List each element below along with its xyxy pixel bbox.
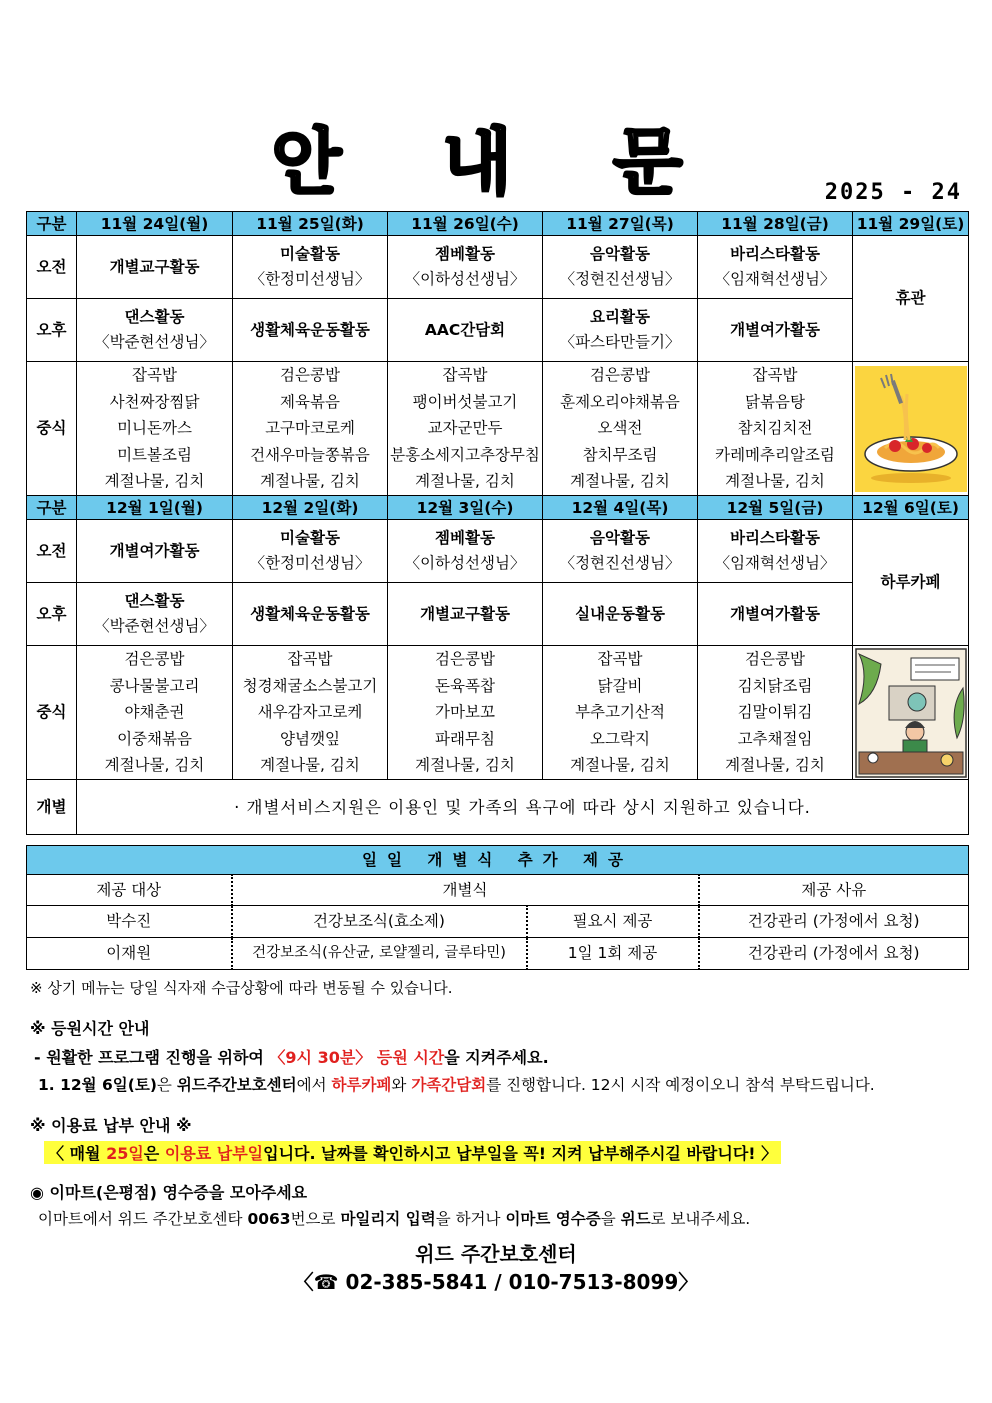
activity-cell: 미술활동 〈한정미선생님〉	[233, 520, 388, 583]
week2-am-row	[27, 520, 969, 583]
week1-header-row	[27, 212, 969, 236]
event-notice: 1. 12월 6일(토)은 위드주간보호센터에서 하루카페와 가족간담회를 진행합니다. 12시 시작 예정이오니 참석 부탁드립니다.	[38, 1076, 875, 1094]
pm-label: 오후	[27, 583, 77, 646]
activity-cell: 바리스타활동 〈임재혁선생님〉	[698, 520, 853, 583]
day-header: 11월 29일(토)	[853, 212, 969, 236]
fee-notice: 〈 매월 25일은 이용료 납부일입니다. 날짜를 확인하시고 납부일을 꼭! 지켜 납부해주시길 바랍니다! 〉	[44, 1141, 781, 1164]
day-header: 11월 24일(월)	[77, 212, 233, 236]
lunch-menu-cell: 잡곡밥 닭볶음탕 참치김치전 카레메추리알조림 계절나물, 김치	[698, 362, 853, 496]
week-number: 2025 - 24	[824, 180, 962, 205]
daily-meal-header-row	[27, 875, 969, 906]
activity-cell: 생활체육운동활동	[233, 583, 388, 646]
lunch-menu-cell: 검은콩밥 김치닭조림 김말이튀김 고추채절임 계절나물, 김치	[698, 646, 853, 780]
day-header: 11월 28일(금)	[698, 212, 853, 236]
activity-cell: 미술활동 〈한정미선생님〉	[233, 236, 388, 299]
am-label: 오전	[27, 520, 77, 583]
arrival-title: ※ 등원시간 안내	[30, 1019, 150, 1038]
week1-pm-row	[27, 299, 969, 362]
table-row	[27, 938, 969, 970]
page-title: 안 내 문	[271, 120, 721, 204]
activity-cell: 생활체육운동활동	[233, 299, 388, 362]
cafe-illustration	[853, 646, 969, 780]
activity-cell: 개별여가활동	[698, 299, 853, 362]
activity-cell: 음악활동 〈정현진선생님〉	[543, 520, 698, 583]
individual-note: · 개별서비스지원은 이용인 및 가족의 욕구에 따라 상시 지원하고 있습니다.	[77, 780, 969, 835]
schedule-table	[26, 211, 969, 835]
contact-phone: 〈☎ 02-385-5841 / 010-7513-8099〉	[293, 1270, 699, 1294]
recipient-name: 이재원	[27, 938, 232, 970]
meal-frequency: 필요시 제공	[527, 906, 699, 938]
day-header: 12월 2일(화)	[233, 496, 388, 520]
week1-lunch-row	[27, 362, 969, 496]
day-header: 11월 25일(화)	[233, 212, 388, 236]
day-header: 12월 3일(수)	[388, 496, 543, 520]
table-row	[27, 906, 969, 938]
daily-meal-title: 일일 개별식 추가 제공	[27, 846, 969, 875]
activity-cell: 요리활동 〈파스타만들기〉	[543, 299, 698, 362]
meal-item: 건강보조식(유산균, 로얄젤리, 글루타민)	[232, 938, 527, 970]
activity-cell: 젬베활동 〈이하성선생님〉	[388, 520, 543, 583]
week2-pm-row	[27, 583, 969, 646]
emart-title: ◉ 이마트(은평점) 영수증을 모아주세요	[30, 1183, 308, 1202]
arrival-notice: - 원활한 프로그램 진행을 위하여 〈9시 30분〉 등원 시간을 지켜주세요.	[34, 1048, 549, 1067]
gubun-label: 구분	[27, 212, 77, 236]
week1-am-row	[27, 236, 969, 299]
meal-reason: 건강관리 (가정에서 요청)	[699, 906, 969, 938]
week2-lunch-row	[27, 646, 969, 780]
activity-cell: 개별여가활동	[77, 520, 233, 583]
daily-meal-title-row	[27, 846, 969, 875]
center-name: 위드 주간보호센터	[415, 1242, 577, 1266]
week2-header-row	[27, 496, 969, 520]
menu-change-notice: ※ 상기 메뉴는 당일 식자재 수급상황에 따라 변동될 수 있습니다.	[30, 979, 453, 997]
saturday-closed: 휴관	[853, 236, 969, 362]
lunch-menu-cell: 검은콩밥 돈육폭찹 가마보꼬 파래무침 계절나물, 김치	[388, 646, 543, 780]
fee-title: ※ 이용료 납부 안내 ※	[30, 1116, 192, 1135]
lunch-menu-cell: 잡곡밥 청경채굴소스불고기 새우감자고로케 양념깻잎 계절나물, 김치	[233, 646, 388, 780]
lunch-label: 중식	[27, 646, 77, 780]
day-header: 11월 26일(수)	[388, 212, 543, 236]
activity-cell: 댄스활동 〈박준현선생님〉	[77, 583, 233, 646]
activity-cell: 댄스활동 〈박준현선생님〉	[77, 299, 233, 362]
saturday-event: 하루카페	[853, 520, 969, 646]
day-header: 12월 4일(목)	[543, 496, 698, 520]
activity-cell: 바리스타활동 〈임재혁선생님〉	[698, 236, 853, 299]
lunch-menu-cell: 잡곡밥 팽이버섯불고기 교자군만두 분홍소세지고추장무침 계절나물, 김치	[388, 362, 543, 496]
lunch-menu-cell: 검은콩밥 콩나물불고리 야채춘권 이중채볶음 계절나물, 김치	[77, 646, 233, 780]
meal-frequency: 1일 1회 제공	[527, 938, 699, 970]
lunch-menu-cell: 잡곡밥 닭갈비 부추고기산적 오그락지 계절나물, 김치	[543, 646, 698, 780]
activity-cell: 음악활동 〈정현진선생님〉	[543, 236, 698, 299]
lunch-menu-cell: 검은콩밥 제육볶음 고구마코로케 건새우마늘쫑볶음 계절나물, 김치	[233, 362, 388, 496]
gubun-label: 구분	[27, 496, 77, 520]
activity-cell: AAC간담회	[388, 299, 543, 362]
emart-notice: 이마트에서 위드 주간보호센타 0063번으로 마일리지 입력을 하거나 이마트 영수증을 위드로 보내주세요.	[38, 1210, 751, 1228]
daily-meal-table	[26, 845, 969, 970]
col-header: 제공 사유	[699, 875, 969, 906]
pasta-illustration	[853, 362, 969, 496]
day-header: 12월 5일(금)	[698, 496, 853, 520]
lunch-label: 중식	[27, 362, 77, 496]
col-header: 개별식	[232, 875, 699, 906]
activity-cell: 실내운동활동	[543, 583, 698, 646]
meal-reason: 건강관리 (가정에서 요청)	[699, 938, 969, 970]
lunch-menu-cell: 잡곡밥 사천짜장찜닭 미니돈까스 미트볼조림 계절나물, 김치	[77, 362, 233, 496]
activity-cell: 개별여가활동	[698, 583, 853, 646]
am-label: 오전	[27, 236, 77, 299]
recipient-name: 박수진	[27, 906, 232, 938]
activity-cell: 젬베활동 〈이하성선생님〉	[388, 236, 543, 299]
individual-row	[27, 780, 969, 835]
individual-label: 개별	[27, 780, 77, 835]
day-header: 12월 1일(월)	[77, 496, 233, 520]
lunch-menu-cell: 검은콩밥 훈제오리야채볶음 오색전 참치무조림 계절나물, 김치	[543, 362, 698, 496]
col-header: 제공 대상	[27, 875, 232, 906]
activity-cell: 개별교구활동	[388, 583, 543, 646]
meal-item: 건강보조식(효소제)	[232, 906, 527, 938]
activity-cell: 개별교구활동	[77, 236, 233, 299]
pm-label: 오후	[27, 299, 77, 362]
day-header: 11월 27일(목)	[543, 212, 698, 236]
day-header: 12월 6일(토)	[853, 496, 969, 520]
